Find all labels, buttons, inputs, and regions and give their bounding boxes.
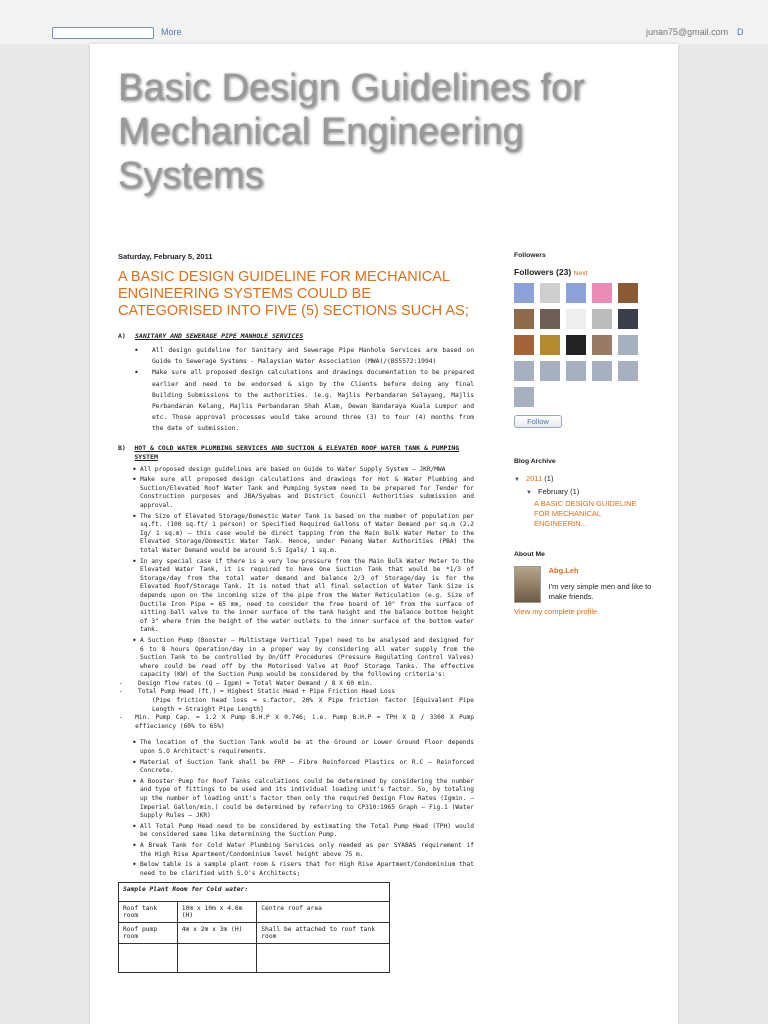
- post-title[interactable]: A BASIC DESIGN GUIDELINE FOR MECHANICAL ENGINEERING SYSTEMS COULD BE CATEGORISED INTO FIVE (5) SECTIONS SUCH AS;: [118, 269, 469, 319]
- section-a-list: [118, 345, 474, 435]
- follower-avatar[interactable]: [618, 309, 638, 329]
- follower-avatar[interactable]: [618, 335, 638, 355]
- archive-month-row: [514, 486, 654, 499]
- sub-item-text: Design flow rates (Q – Igpm) = Total Water Demand / 8 X 60 min.: [138, 679, 373, 687]
- sub-item: - Min. Pump Cap. = 1.2 X Pump B.H.P X 0.746; i.e. Pump B.H.P = TPH X Q / 3300 X Pump effieciency (60% to 65%): [119, 714, 474, 730]
- list-item: • Below table is a sample plant room & risers that for High Rise Apartment/Condominium that need to be clarified with S.O's Architects;: [118, 861, 474, 878]
- next-link[interactable]: Next: [573, 270, 588, 277]
- sub-item: - Total Pump Head (ft.) = Highest Static Head + Pipe Friction Head Loss: [119, 688, 396, 696]
- followers-label: Followers (23): [514, 267, 572, 277]
- section-b-list: [118, 466, 474, 879]
- follower-avatar[interactable]: [514, 387, 534, 407]
- collapse-triangle-icon[interactable]: ▼: [514, 477, 520, 483]
- about-me: [514, 551, 654, 616]
- sub-item-text: Total Pump Head (ft.) = Highest Static Head + Pipe Friction Head Loss: [138, 688, 396, 696]
- table-cell: Roof tank room: [119, 902, 178, 923]
- blog-title[interactable]: Basic Design Guidelines for Mechanical Engineering Systems: [118, 67, 585, 197]
- post-date: Saturday, February 5, 2011: [118, 252, 213, 261]
- list-item: • The Size of Elevated Storage/Domestic Water Tank is based on the number of population per sq.ft. (100 sq.ft/ 1 person) or Specified Required Gallons of Water Demand per sq.m (2.2 Ig/ 1 sq.m) – this case would be direct tapping from the Main Bulk Water Meter to the Elevated Storage/Domestic Water Tank. Hence, under Penang Water Authorities (PBA) the total Water Demand would be around 5.5 Igals/ 1 sq.m.: [118, 513, 474, 556]
- follower-avatar[interactable]: [514, 309, 534, 329]
- sub-item: - Design flow rates (Q – Igpm) = Total Water Demand / 8 X 60 min.: [119, 679, 373, 687]
- follower-avatar[interactable]: [514, 361, 534, 381]
- table-cell: [177, 944, 257, 973]
- table-cell: [257, 944, 390, 973]
- archive-heading: Blog Archive: [514, 458, 556, 465]
- about-heading: About Me: [514, 551, 545, 558]
- table-cell: Centre roof area: [257, 902, 390, 923]
- follower-avatar[interactable]: [592, 309, 612, 329]
- collapse-triangle-icon[interactable]: ▼: [526, 490, 532, 496]
- follower-avatar[interactable]: [618, 361, 638, 381]
- more-link[interactable]: More: [161, 27, 182, 37]
- search-input[interactable]: [52, 27, 154, 39]
- follower-avatar[interactable]: [566, 283, 586, 303]
- follower-avatar[interactable]: [618, 283, 638, 303]
- table-cell: [119, 944, 178, 973]
- list-item: • Material of Suction Tank shall be FRP – Fibre Reinforced Plastics or R.C – Reinforced Concrete.: [118, 759, 474, 776]
- blog-archive: [514, 458, 654, 529]
- list-item-text: A Suction Pump (Booster – Multistage Vertical Type) need to be analysed and designed for 6 to 8 hours Operation/day in a proper way by considering all water supply from the Suction Tank to be controlled by On/Off Procedures (Pressure Regulating Control Valves) where could be read off by the Motorised Valve at Roof Storage Tanks. The effective capacity (KW) of the Suction Pump would be considered by the following criteria's:: [140, 636, 474, 679]
- table-cell: 4m x 2m x 3m (H): [177, 923, 257, 944]
- list-item: • A Break Tank for Cold Water Plumbing Services only needed as per SYABAS requirement if the High Rise Apartment/Condominium level height above 75 m.: [118, 842, 474, 859]
- section-letter: A): [118, 332, 126, 340]
- sub-list: [119, 679, 474, 732]
- view-profile-link[interactable]: View my complete profile: [514, 607, 598, 616]
- follower-avatar[interactable]: [540, 335, 560, 355]
- list-item: • In any special case if there is a very low pressure from the Main Bulk Water Meter to the Elevated Water Tank, it is required to have One Suction Tank that would be *1/3 of Storage/day from the total water demand and balance 2/3 of Storage/day is for the Elevated Roof/Storage Tank. It is noted that all final selection of Water Tank Size is depends upon on the incoming size of the pipe from the Water Reticulation (e.g. Size of Ductile Iron Pipe = 65 mm, need to consider the free board of 10" from the surface of sitting ball valve to the inner surface of the tank height and the balance bottom height of 3" where from the height of the water outlets to the inner surface of the bottom water tank.: [118, 558, 474, 635]
- follow-button[interactable]: Follow: [514, 415, 562, 428]
- section-b-heading: [118, 444, 474, 462]
- section-a-heading: [118, 332, 474, 341]
- navbar: [0, 0, 768, 44]
- table-header: Sample Plant Room for Cold water:: [119, 883, 390, 902]
- author-name-link[interactable]: Abg.Leh: [548, 566, 579, 575]
- list-item: • Make sure all proposed design calculations and drawings documentation to be prepared earlier and need to be endorsed & sign by the Clients before doing any final Building Submissions to the authorities. (e.g. Majlis Perbandaran Selayang, Majlis Perbandaran Kelang, Majlis Perbandaran Shah Alam, Dewan Bandaraya Kuala Lumpur and etc. Those approval processes would take around three (3) to four (4) months from the date of submission.: [118, 367, 474, 434]
- section-title: HOT & COLD WATER PLUMBING SERVICES AND SUCTION & ELEVATED ROOF WATER TANK & PUMPING SYSTEM: [134, 443, 460, 461]
- list-item: • A Booster Pump for Roof Tanks calculations could be determined by considering the number and type of fittings to be used and its individual loading unit's factor. So, by totaling up the number of loading unit's factor then only the required Design Flow Rates (Igmin. – Imperial Gallon/min.) could be determined by referring to CP310:1965 Graph – Fig.1 (Water Supply Rules – JKR): [118, 778, 474, 821]
- archive-year-count: (1): [544, 474, 554, 483]
- section-letter: B): [118, 443, 126, 452]
- followers-count: [514, 267, 654, 277]
- list-item: [118, 637, 474, 732]
- archive-month-link[interactable]: February: [538, 487, 569, 496]
- follower-avatar[interactable]: [566, 335, 586, 355]
- archive-year-link[interactable]: 2011: [526, 474, 543, 483]
- list-item: • All Total Pump Head need to be considered by estimating the Total Pump Head (TPH) would be considered same like determining the Suction Pump.: [118, 823, 474, 840]
- follower-avatar[interactable]: [592, 335, 612, 355]
- section-b: [118, 444, 474, 974]
- list-item: • Make sure all proposed design calculations and drawings for Hot & Water Plumbing and Suction/Elevated Roof Water Tank and Pumping System need to be prepared for Tender for Construction purposes and JBA/Syabas and District Council Authorities submission and approval.: [118, 476, 474, 510]
- list-item: • All proposed design guidelines are based on Guide to Water Supply System – JKR/MWA: [118, 466, 474, 475]
- section-a: [118, 332, 474, 435]
- follower-avatar[interactable]: [540, 283, 560, 303]
- sub-item-text: Min. Pump Cap. = 1.2 X Pump B.H.P X 0.746; i.e. Pump B.H.P = TPH X Q / 3300 X Pump effieciency (60% to 65%): [135, 714, 474, 730]
- archive-post-link[interactable]: A BASIC DESIGN GUIDELINE FOR MECHANICAL ENGINEERIN...: [534, 499, 637, 528]
- about-content: [514, 566, 654, 603]
- follower-avatar[interactable]: [540, 309, 560, 329]
- sub-item-note: (Pipe friction head loss = s.factor, 20% X Pipe friction factor [Equivalent Pipe Length + Straight Pipe Length]: [152, 697, 474, 713]
- table-row: [119, 902, 390, 923]
- table-row: [119, 944, 390, 973]
- about-description: I'm very simple men and like to make friends.: [548, 582, 652, 601]
- followers-heading: Followers: [514, 252, 546, 259]
- section-title: SANITARY AND SEWERAGE PIPE MANHOLE SERVICES: [135, 332, 304, 340]
- user-email: junan75@gmail.com: [646, 27, 729, 37]
- about-text-block: [549, 566, 654, 603]
- table-cell: Shall be attached to roof tank room: [257, 923, 390, 944]
- followers-grid: [514, 283, 654, 407]
- blog-page: [90, 44, 678, 1024]
- table-cell: Roof pump room: [119, 923, 178, 944]
- follower-avatar[interactable]: [566, 361, 586, 381]
- dashboard-link[interactable]: D: [737, 27, 744, 37]
- list-item: • All design guideline for Sanitary and Sewerage Pipe Manhole Services are based on Guide to Sewerage Systems - Malaysian Water Association (MWA)/(BS5572:1994): [118, 345, 474, 367]
- archive-month-count: (1): [570, 487, 580, 496]
- avatar[interactable]: [514, 566, 541, 603]
- table-row: [119, 923, 390, 944]
- plant-room-table: [118, 882, 390, 973]
- follower-avatar[interactable]: [540, 361, 560, 381]
- follower-avatar[interactable]: [514, 283, 534, 303]
- list-item: • The location of the Suction Tank would be at the Ground or Lower Ground Floor depends upon S.O Architect's requirements.: [118, 739, 474, 756]
- sidebar: [514, 252, 654, 616]
- table-cell: 10m x 10m x 4.6m (H): [177, 902, 257, 923]
- post-main: [118, 252, 474, 973]
- follower-avatar[interactable]: [592, 361, 612, 381]
- follower-avatar[interactable]: [514, 335, 534, 355]
- follower-avatar[interactable]: [592, 283, 612, 303]
- follower-avatar[interactable]: [566, 309, 586, 329]
- archive-year-row: [514, 473, 654, 486]
